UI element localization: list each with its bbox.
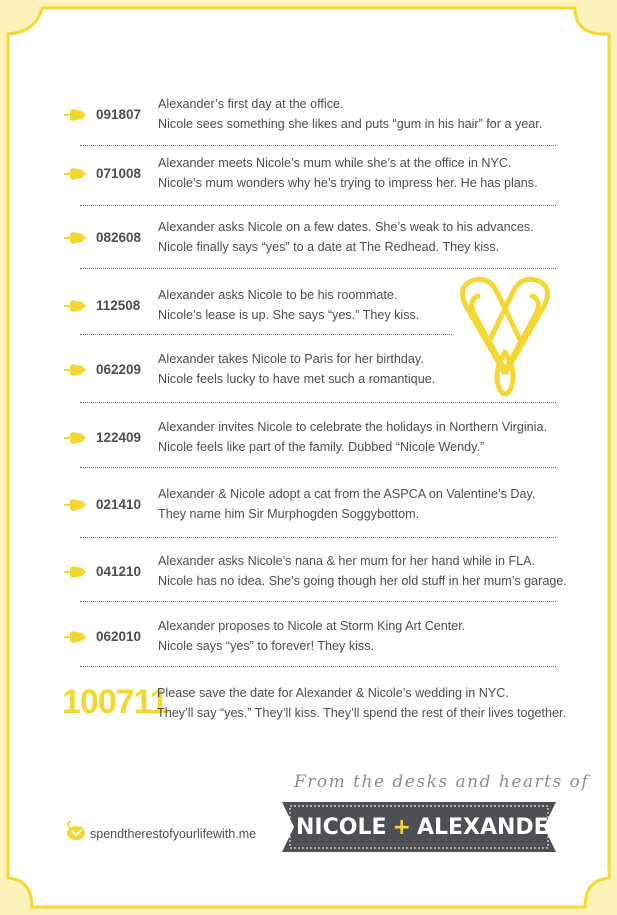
entry-line-2: They name him Sir Murphogden Soggybottom. [158, 507, 420, 521]
separator [80, 145, 556, 146]
wedding-line-1: Please save the date for Alexander & Nicole’s wedding in NYC. [157, 686, 509, 700]
timeline-entry [58, 552, 567, 598]
timeline-entry [58, 485, 560, 531]
wedding-date-code: 100711 [62, 683, 168, 721]
entry-line-2: Nicole sees something she likes and puts “gum in his hair” for a year. [158, 117, 543, 131]
timeline-entry [58, 154, 560, 200]
date-code: 062010 [96, 629, 142, 644]
date-code: 062209 [96, 362, 142, 377]
date-code: 021410 [96, 497, 142, 512]
separator [80, 666, 556, 667]
entry-line-2: Nicole has no idea. She’s going though her old stuff in her mum’s garage. [158, 574, 567, 588]
entry-line-1: Alexander meets Nicole’s mum while she’s at the office in NYC. [158, 156, 512, 170]
date-code: 091807 [96, 107, 142, 122]
paperclip-heart-icon [452, 274, 558, 402]
timeline-entry [58, 95, 560, 141]
date-code: 112508 [96, 298, 141, 313]
pushpin-icon [62, 562, 88, 582]
entry-line-1: Alexander asks Nicole to be his roommate. [158, 288, 398, 302]
pushpin-icon [62, 627, 88, 647]
separator [80, 402, 556, 403]
timeline-entry [58, 418, 560, 464]
name-alexander: ALEXANDER [416, 815, 566, 840]
entry-line-1: Alexander asks Nicole’s nana & her mum for her hand while in FLA. [158, 554, 536, 568]
entry-line-2: Nicole says “yes” to forever! They kiss. [158, 639, 375, 653]
date-code: 071008 [96, 166, 142, 181]
separator [80, 467, 556, 468]
pushpin-icon [62, 360, 88, 380]
date-code: 041210 [96, 564, 142, 579]
separator [80, 537, 556, 538]
separator [80, 205, 556, 206]
timeline-entry [58, 218, 560, 264]
separator [80, 601, 556, 602]
entry-line-2: Nicole’s lease is up. She says “yes.” They kiss. [158, 308, 420, 322]
banner-names [296, 808, 566, 848]
entry-line-1: Alexander invites Nicole to celebrate the holidays in Northern Virginia. [158, 420, 547, 434]
pushpin-icon [62, 164, 88, 184]
timeline-entry [58, 617, 560, 663]
pushpin-icon [62, 428, 88, 448]
date-code: 122409 [96, 430, 142, 445]
entry-line-2: Nicole’s mum wonders why he’s trying to impress her. He has plans. [158, 176, 538, 190]
date-code: 082608 [96, 230, 142, 245]
pushpin-icon [62, 495, 88, 515]
tagline: From the desks and hearts of [294, 772, 590, 792]
mouse-icon [64, 819, 88, 843]
pushpin-icon [62, 296, 88, 316]
plus-symbol: + [392, 815, 411, 840]
entry-line-1: Alexander proposes to Nicole at Storm King Art Center. [158, 619, 466, 633]
entry-line-2: Nicole feels lucky to have met such a romantique. [158, 372, 436, 386]
separator [80, 268, 556, 269]
name-nicole: NICOLE [296, 815, 387, 840]
separator [80, 334, 452, 335]
entry-line-2: Nicole feels like part of the family. Dubbed “Nicole Wendy.” [158, 440, 485, 454]
website-link[interactable]: spendtherestofyourlifewith.me [90, 827, 257, 841]
pushpin-icon [62, 105, 88, 125]
wedding-line-2: They’ll say “yes.” They’ll kiss. They’ll spend the rest of their lives together. [157, 706, 567, 720]
entry-line-1: Alexander asks Nicole on a few dates. She’s weak to his advances. [158, 220, 534, 234]
entry-line-1: Alexander takes Nicole to Paris for her birthday. [158, 352, 424, 366]
entry-line-2: Nicole finally says “yes” to a date at The Redhead. They kiss. [158, 240, 500, 254]
entry-line-1: Alexander’s first day at the office. [158, 97, 344, 111]
entry-line-1: Alexander & Nicole adopt a cat from the ASPCA on Valentine’s Day. [158, 487, 536, 501]
pushpin-icon [62, 228, 88, 248]
